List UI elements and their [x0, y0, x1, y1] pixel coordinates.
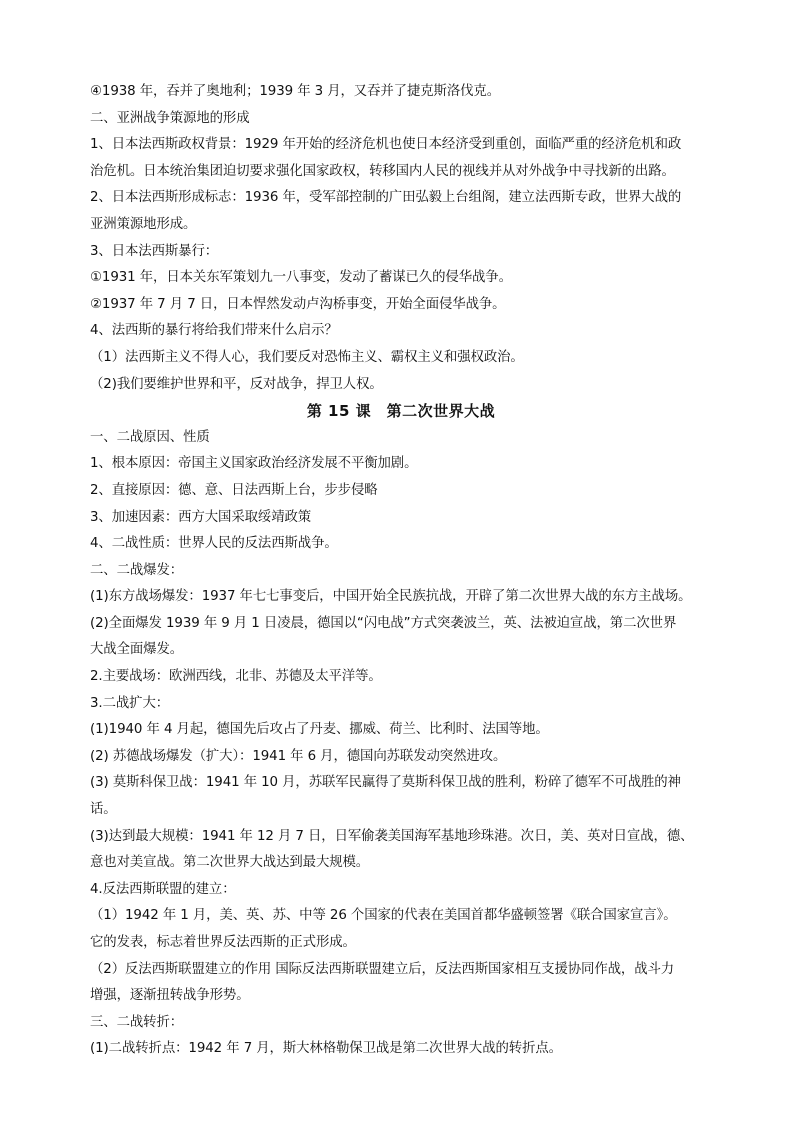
text-line: (3) 莫斯科保卫战：1941 年 10 月，苏联军民赢得了莫斯科保卫战的胜利，粉碎了德军不可战胜的神	[90, 775, 681, 791]
text-line: 亚洲策源地形成。	[90, 216, 197, 232]
text-line: ④1938 年，吞并了奥地利；1939 年 3 月，又吞并了捷克斯洛伐克。	[90, 84, 500, 99]
text-line: 2.主要战场：欧洲西线，北非、苏德及太平洋等。	[90, 669, 382, 685]
text-line: (3)达到最大规模：1941 年 12 月 7 日，日军偷袭美国海军基地珍珠港。次日，美、英对日宣战，德、	[90, 828, 694, 844]
text-line: ①1931 年，日本关东军策划九一八事变，发动了蓄谋已久的侵华战争。	[90, 270, 512, 286]
text-line: 二、二战爆发：	[90, 562, 184, 578]
text-line: 治危机。日本统治集团迫切要求强化国家政权，转移国内人民的视线并从对外战争中寻找新的出路。	[90, 163, 675, 179]
text-line: （1）1942 年 1 月，美、英、苏、中等 26 个国家的代表在美国首都华盛顿签署《联合国家宣言》。	[90, 908, 677, 924]
text-line: 3.二战扩大：	[90, 695, 170, 711]
text-line: 二、亚洲战争策源地的形成	[90, 110, 250, 126]
section-text-top	[90, 79, 712, 398]
section-text-bottom	[90, 425, 712, 1063]
text-line: 3、加速因素：西方大国采取绥靖政策	[90, 509, 312, 525]
text-line: 话。	[90, 802, 117, 818]
text-line: 4、法西斯的暴行将给我们带来什么启示？	[90, 323, 338, 339]
text-line: ②1937 年 7 月 7 日，日本悍然发动卢沟桥事变，开始全面侵华战争。	[90, 296, 506, 312]
text-line: (2)全面爆发 1939 年 9 月 1 日凌晨，德国以“闪电战”方式突袭波兰，英、法被迫宣战，第二次世界	[90, 615, 677, 631]
text-line: (1)二战转折点：1942 年 7 月，斯大林格勒保卫战是第二次世界大战的转折点。	[90, 1041, 562, 1057]
text-line: 4、二战性质：世界人民的反法西斯战争。	[90, 536, 338, 552]
text-line: 2、直接原因：德、意、日法西斯上台，步步侵略	[90, 482, 378, 498]
text-line: 一、二战原因、性质	[90, 429, 210, 445]
text-line: 它的发表，标志着世界反法西斯的正式形成。	[90, 935, 356, 950]
text-line: （2）反法西斯联盟建立的作用 国际反法西斯联盟建立后，反法西斯国家相互支援协同作战，战斗力	[90, 961, 675, 977]
text-line: 意也对美宣战。第二次世界大战达到最大规模。	[90, 855, 370, 871]
text-line: （2)我们要维护世界和平，反对战争，捍卫人权。	[90, 376, 383, 392]
text-line: 三、二战转折：	[90, 1014, 184, 1030]
text-line: 大战全面爆发。	[90, 642, 184, 658]
text-line: 1、根本原因：帝国主义国家政治经济发展不平衡加剧。	[90, 456, 418, 472]
text-line: 3、日本法西斯暴行：	[90, 243, 219, 259]
text-line: (2) 苏德战场爆发（扩大）：1941 年 6 月，德国向苏联发动突然进攻。	[90, 748, 507, 764]
text-line: （1）法西斯主义不得人心，我们要反对恐怖主义、霸权主义和强权政治。	[90, 349, 524, 365]
text-line: 4.反法西斯联盟的建立：	[90, 881, 236, 897]
lesson-title: 第 15 课 第二次世界大战	[306, 402, 496, 421]
text-line: (1)东方战场爆发：1937 年七七事变后，中国开始全民族抗战，开辟了第二次世界大战的东方主战场。	[90, 589, 692, 605]
text-line: 增强，逐渐扭转战争形势。	[90, 988, 250, 1004]
text-line: (1)1940 年 4 月起，德国先后攻占了丹麦、挪威、荷兰、比利时、法国等地。	[90, 722, 549, 738]
text-line: 1、日本法西斯政权背景：1929 年开始的经济危机也使日本经济受到重创，面临严重的经济危机和政	[90, 137, 682, 153]
text-line: 2、日本法西斯形成标志：1936 年，受军部控制的广田弘毅上台组阁，建立法西斯专政，世界大战的	[90, 190, 682, 206]
document-page	[90, 79, 712, 1063]
